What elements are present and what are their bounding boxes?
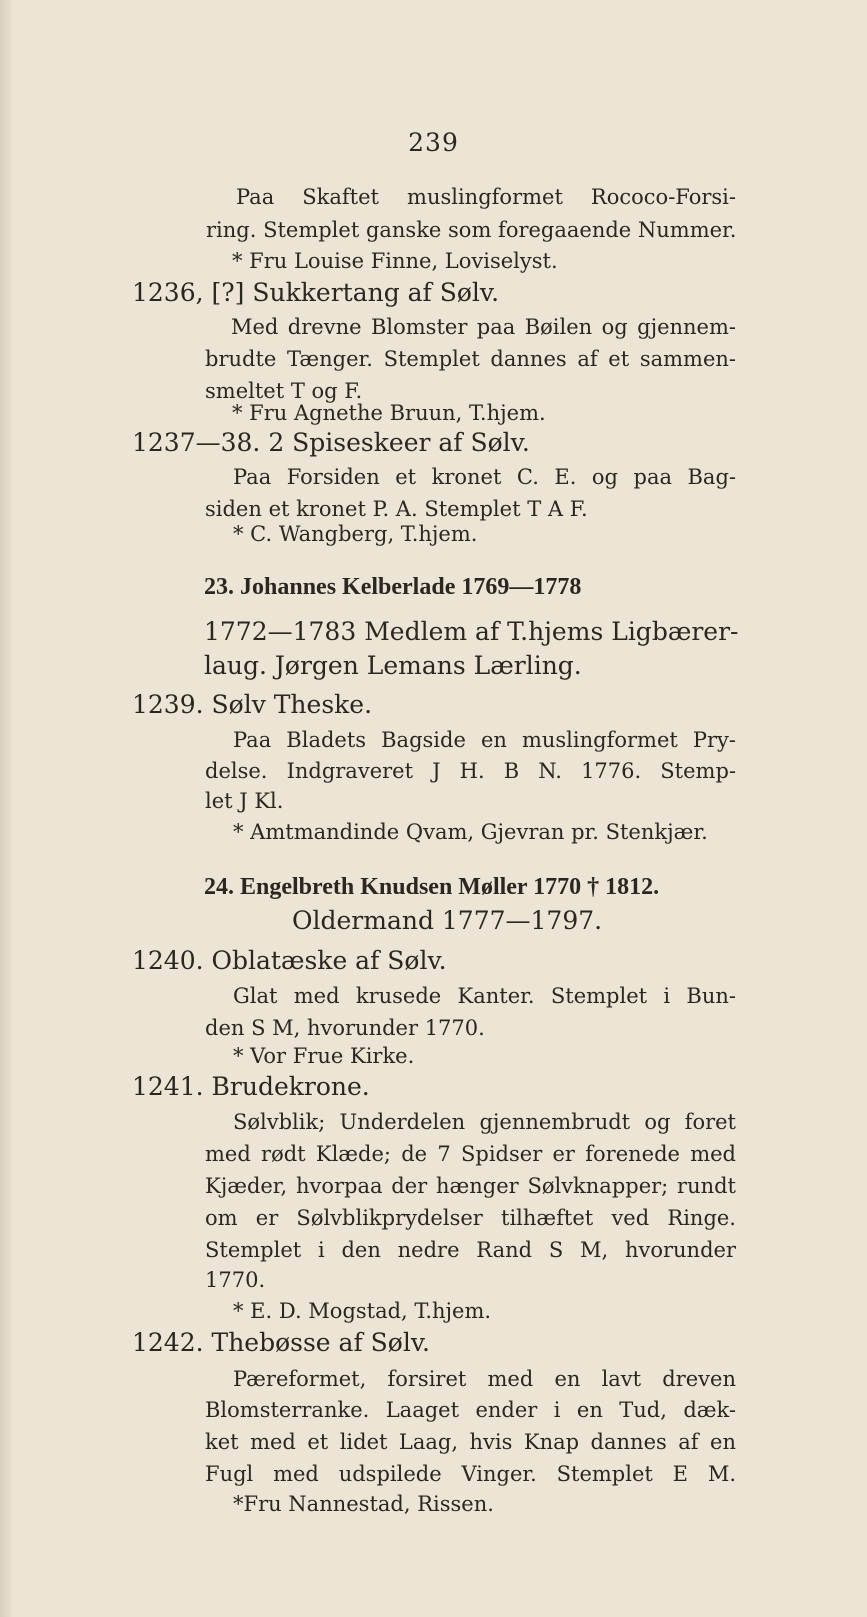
text-line: Paa Forsiden et kronet C. E. og paa Bag- bbox=[233, 465, 736, 489]
text-line: *Fru Nannestad, Rissen. bbox=[233, 1492, 494, 1516]
text-line: 1772—1783 Medlem af T.hjems Ligbærer- bbox=[204, 617, 739, 646]
entry-heading: 1242. Thebøsse af Sølv. bbox=[132, 1328, 430, 1357]
text-line: * E. D. Mogstad, T.hjem. bbox=[233, 1299, 492, 1323]
text-line: Paa Skaftet muslingformet Rococo-Forsi- bbox=[236, 185, 736, 209]
entry-heading: 1241. Brudekrone. bbox=[132, 1072, 370, 1101]
text-line: smeltet T og F. bbox=[205, 379, 363, 403]
text-line: Stemplet i den nedre Rand S M, hvorunder bbox=[205, 1238, 736, 1262]
text-line: delse. Indgraveret J H. B N. 1776. Stemp- bbox=[205, 759, 736, 783]
section-heading: 23. Johannes Kelberlade 1769—1778 bbox=[204, 574, 582, 600]
section-heading: 24. Engelbreth Knudsen Møller 1770 † 1812. bbox=[204, 874, 660, 900]
text-line: * Amtmandinde Qvam, Gjevran pr. Stenkjær. bbox=[233, 820, 708, 844]
text-line: brudte Tænger. Stemplet dannes af et sammen- bbox=[205, 347, 736, 371]
text-line: Kjæder, hvorpaa der hænger Sølvknapper; rundt bbox=[205, 1174, 736, 1198]
entry-heading: 1236, [?] Sukkertang af Sølv. bbox=[132, 278, 500, 307]
text-line: siden et kronet P. A. Stemplet T A F. bbox=[205, 497, 588, 521]
text-line: Pæreformet, forsiret med en lavt dreven bbox=[233, 1367, 736, 1391]
text-line: om er Sølvblikprydelser tilhæftet ved Ringe. bbox=[205, 1206, 736, 1230]
text-line: Blomsterranke. Laaget ender i en Tud, dæk- bbox=[205, 1398, 736, 1422]
text-line: 1770. bbox=[205, 1268, 266, 1292]
page-gutter-shadow bbox=[0, 0, 14, 1617]
text-line: Oldermand 1777—1797. bbox=[292, 906, 603, 935]
page-number: 239 bbox=[408, 128, 459, 157]
text-line: ket med et lidet Laag, hvis Knap dannes af en bbox=[205, 1430, 736, 1454]
text-line: den S M, hvorunder 1770. bbox=[205, 1016, 485, 1040]
text-line: med rødt Klæde; de 7 Spidser er forenede med bbox=[205, 1142, 736, 1166]
text-line: * Fru Agnethe Bruun, T.hjem. bbox=[232, 401, 546, 425]
text-line: * Fru Louise Finne, Loviselyst. bbox=[232, 249, 558, 273]
text-line: Paa Bladets Bagside en muslingformet Pry- bbox=[233, 728, 736, 752]
text-line: * C. Wangberg, T.hjem. bbox=[233, 522, 478, 546]
text-line: Sølvblik; Underdelen gjennembrudt og foret bbox=[233, 1110, 736, 1134]
text-line: * Vor Frue Kirke. bbox=[233, 1044, 415, 1068]
text-line: ring. Stemplet ganske som foregaaende Nummer. bbox=[206, 218, 737, 242]
text-line: let J Kl. bbox=[205, 789, 284, 813]
entry-heading: 1239. Sølv Theske. bbox=[132, 690, 373, 719]
text-line: laug. Jørgen Lemans Lærling. bbox=[204, 651, 582, 680]
text-line: Glat med krusede Kanter. Stemplet i Bun- bbox=[233, 984, 736, 1008]
entry-heading: 1237—38. 2 Spiseskeer af Sølv. bbox=[132, 428, 530, 457]
text-line: Med drevne Blomster paa Bøilen og gjennem- bbox=[231, 315, 736, 339]
text-line: Fugl med udspilede Vinger. Stemplet E M. bbox=[205, 1462, 736, 1486]
entry-heading: 1240. Oblatæske af Sølv. bbox=[132, 946, 447, 975]
